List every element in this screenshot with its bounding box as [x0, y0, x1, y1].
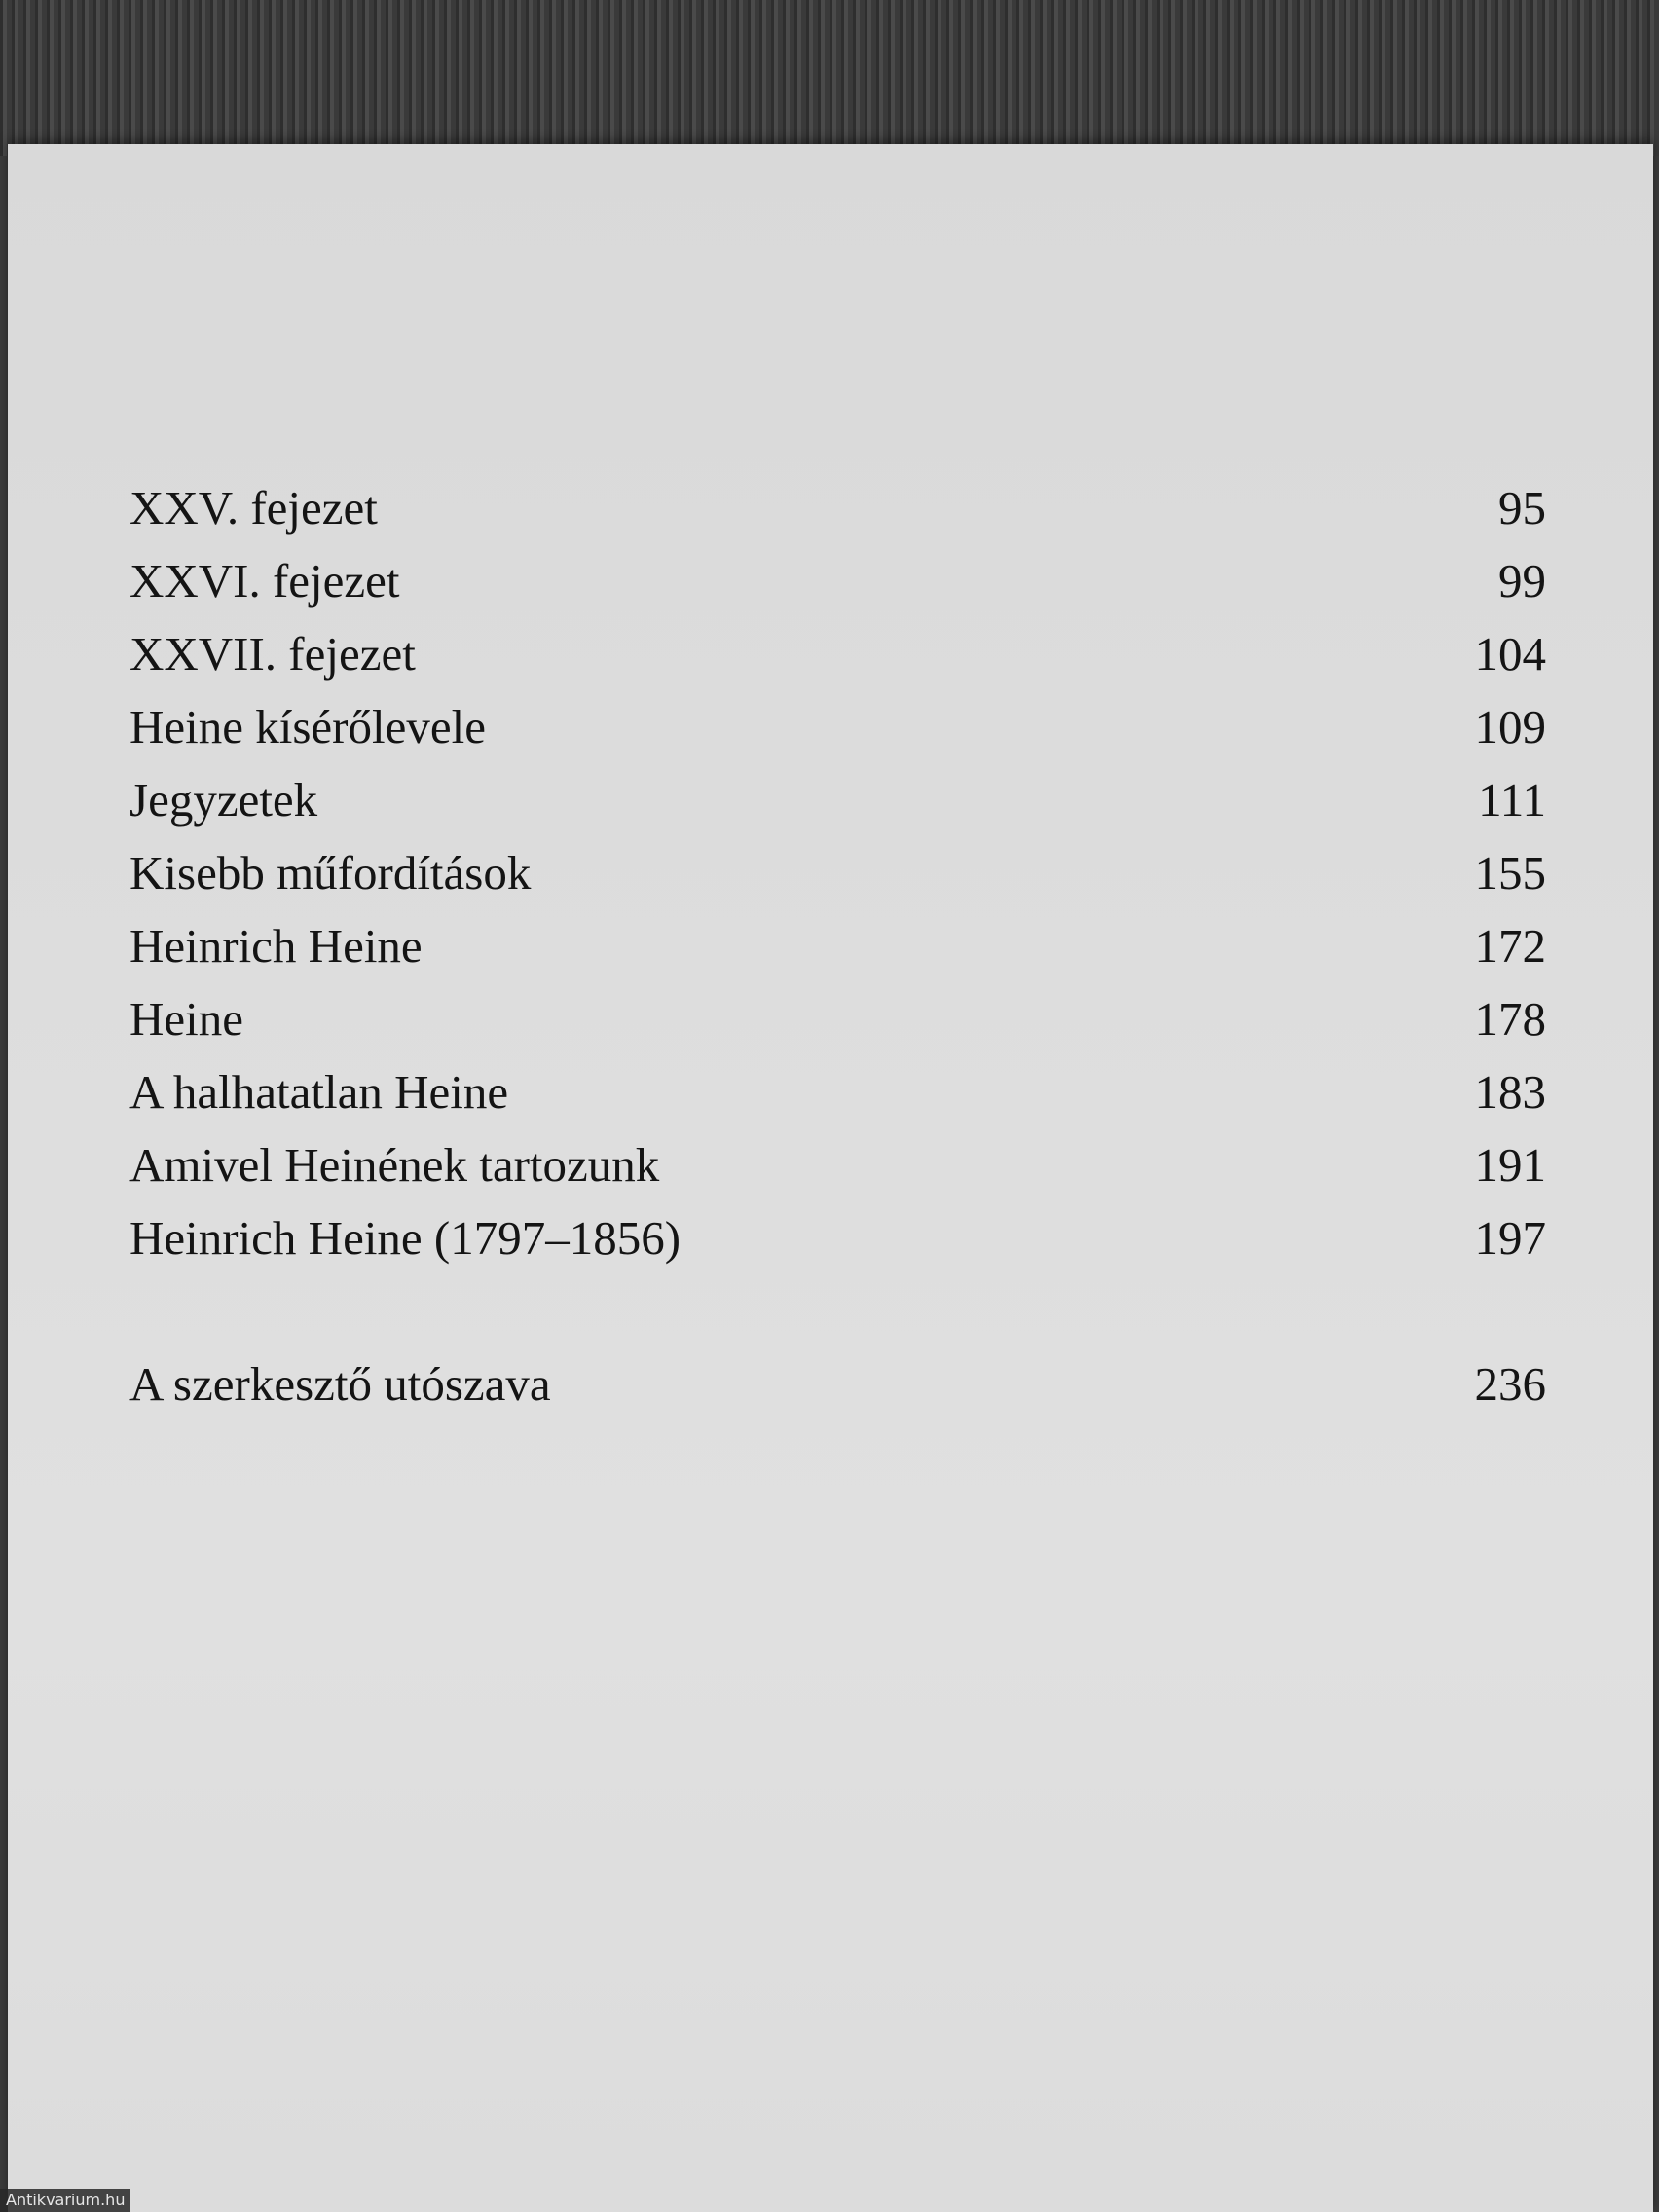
- toc-entry: [129, 1356, 1546, 1429]
- toc-entry-title: Kisebb műfordítások: [129, 846, 532, 900]
- toc-entry-title: XXVI. fejezet: [129, 554, 400, 608]
- toc-entry: [129, 1064, 1546, 1137]
- toc-entry-page: 95: [1498, 481, 1546, 535]
- toc-entry-title: Amivel Heinének tartozunk: [129, 1138, 660, 1192]
- toc-entry: [129, 1210, 1546, 1283]
- table-of-contents: [129, 480, 1546, 1429]
- toc-entry: [129, 480, 1546, 553]
- toc-entry: [129, 772, 1546, 845]
- toc-entry-page: 155: [1474, 846, 1546, 900]
- toc-entry: [129, 699, 1546, 772]
- toc-entry-title: Heinrich Heine (1797–1856): [129, 1211, 682, 1265]
- toc-entry-page: 111: [1478, 773, 1546, 827]
- toc-entry-title: A halhatatlan Heine: [129, 1065, 509, 1119]
- toc-entry-page: 191: [1474, 1138, 1546, 1192]
- toc-entry-page: 99: [1498, 554, 1546, 608]
- toc-entry-page: 183: [1474, 1065, 1546, 1119]
- background-pages: [0, 0, 1659, 156]
- toc-entry: [129, 845, 1546, 918]
- toc-entry-page: 197: [1474, 1211, 1546, 1265]
- toc-entry-title: Heine: [129, 992, 243, 1046]
- toc-entry: [129, 626, 1546, 699]
- toc-entry: [129, 1137, 1546, 1210]
- toc-entry-page: 236: [1474, 1357, 1546, 1411]
- toc-entry-title: Jegyzetek: [129, 773, 318, 827]
- toc-entry-title: Heinrich Heine: [129, 919, 423, 973]
- toc-entry-title: XXV. fejezet: [129, 481, 378, 535]
- toc-entry-title: Heine kísérőlevele: [129, 700, 486, 754]
- toc-entry-page: 172: [1474, 919, 1546, 973]
- toc-entry: [129, 553, 1546, 626]
- toc-entry-title: A szerkesztő utószava: [129, 1357, 551, 1411]
- toc-entry-title: XXVII. fejezet: [129, 627, 416, 681]
- toc-entry: [129, 991, 1546, 1064]
- toc-entry-page: 104: [1474, 627, 1546, 681]
- watermark-label: Antikvarium.hu: [0, 2189, 130, 2212]
- toc-entry-page: 109: [1474, 700, 1546, 754]
- toc-entry-page: 178: [1474, 992, 1546, 1046]
- toc-entry: [129, 918, 1546, 991]
- book-page: [8, 144, 1653, 2212]
